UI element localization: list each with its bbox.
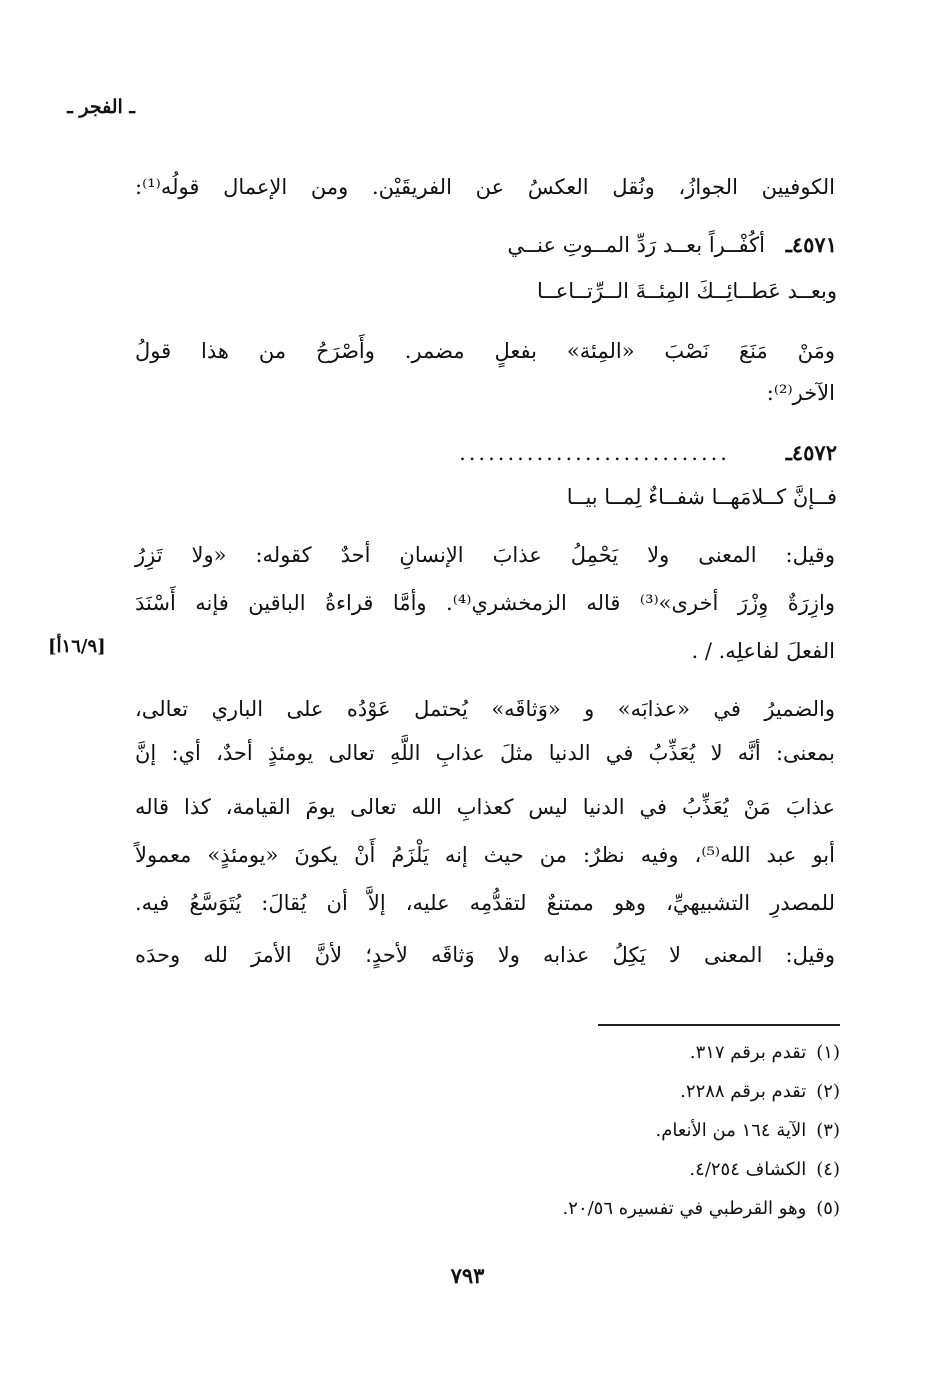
footnote-divider: [598, 1024, 840, 1026]
footnote-text: وهو القرطبي في تفسيره ٢٠/٥٦.: [562, 1198, 807, 1219]
footnote-text: الآية ١٦٤ من الأنعام.: [655, 1120, 807, 1141]
paragraph-line: الفعلَ لفاعلِه. / .: [691, 639, 835, 663]
footnote-text: الكشاف ٤/٢٥٤.: [689, 1159, 807, 1180]
paragraph-line: أبو عبد الله⁽⁵⁾، وفيه نظرٌ: من حيث إنه يَلْزَمُ أَنْ يكونَ «يومئذٍ» معمولاً: [135, 843, 835, 867]
footnote-number: (٢): [816, 1081, 840, 1102]
paragraph-line: الكوفيين الجوازُ، ونُقل العكسُ عن الفريقَيْن. ومن الإعمال قولُه⁽¹⁾:: [135, 175, 835, 199]
verse-number-4572: ٤٥٧٢ـ: [785, 440, 837, 465]
page-number: ٧٩٣: [450, 1263, 485, 1288]
verse-line: وبعــد عَطــائِــكَ المِئــةَ الــرِّتــاعــا: [537, 279, 837, 303]
footnote-text: تقدم برقم ٢٢٨٨.: [680, 1081, 807, 1102]
paragraph-line: والضميرُ في «عذابَه» و «وَثاقَه» يُحتمل عَوْدُه على الباري تعالى،: [135, 697, 835, 721]
footnote-number: (١): [816, 1042, 840, 1063]
verse-line: فــإنَّ كــلامَهــا شفــاءٌ لِمــا بيــا: [566, 485, 837, 509]
verse-line: أكُفْــراً بعــد رَدِّ المــوتِ عنــي: [507, 233, 765, 257]
running-header: ـ الفجر ـ: [67, 96, 135, 118]
paragraph-line: للمصدرِ التشبيهيِّ، وهو ممتنعٌ لتقدُّمِه عليه، إلاَّ أن يُقالَ: يُتَوَسَّعُ فيه.: [135, 891, 835, 915]
paragraph-line: الآخر⁽²⁾:: [766, 381, 835, 405]
margin-folio-reference: [١٦/٩أ]: [48, 636, 106, 657]
footnote-text: تقدم برقم ٣١٧.: [689, 1042, 807, 1063]
paragraph-line: وقيل: المعنى لا يَكِلُ عذابه ولا وَثاقَه لأحدٍ؛ لأنَّ الأمرَ لله وحدَه: [135, 943, 835, 967]
footnote-number: (٥): [816, 1198, 840, 1219]
footnote: [655, 1118, 840, 1144]
footnote: [563, 1196, 840, 1222]
paragraph-line: وازِرَةٌ وِزْرَ أخرى»⁽³⁾ قاله الزمخشري⁽⁴⁾. وأمَّا قراءةُ الباقين فإنه أَسْنَدَ: [135, 591, 835, 615]
paragraph-line: ومَنْ مَنَعَ نَصْبَ «المِئة» بفعلٍ مضمر. وأَصْرَحُ من هذا قولُ: [135, 339, 835, 363]
footnote: [690, 1040, 840, 1066]
paragraph-line: وقيل: المعنى ولا يَحْمِلُ عذابَ الإنسانِ أحدٌ كقوله: «ولا تَزِرُ: [135, 543, 835, 567]
verse-number-4571: ٤٥٧١ـ: [785, 232, 837, 257]
footnote: [689, 1157, 840, 1183]
footnote-number: (٣): [816, 1120, 840, 1141]
verse-dots: ............................: [459, 441, 730, 465]
paragraph-line: بمعنى: أنَّه لا يُعَذِّبُ في الدنيا مثلَ عذابِ اللَّهِ تعالى يومئذٍ أحدٌ، أي: إنَّ: [135, 741, 835, 765]
paragraph-line: عذابَ مَنْ يُعَذِّبُ في الدنيا ليس كعذابِ الله تعالى يومَ القيامة، كذا قاله: [135, 795, 835, 819]
footnote-number: (٤): [816, 1159, 840, 1180]
footnote: [680, 1079, 840, 1105]
